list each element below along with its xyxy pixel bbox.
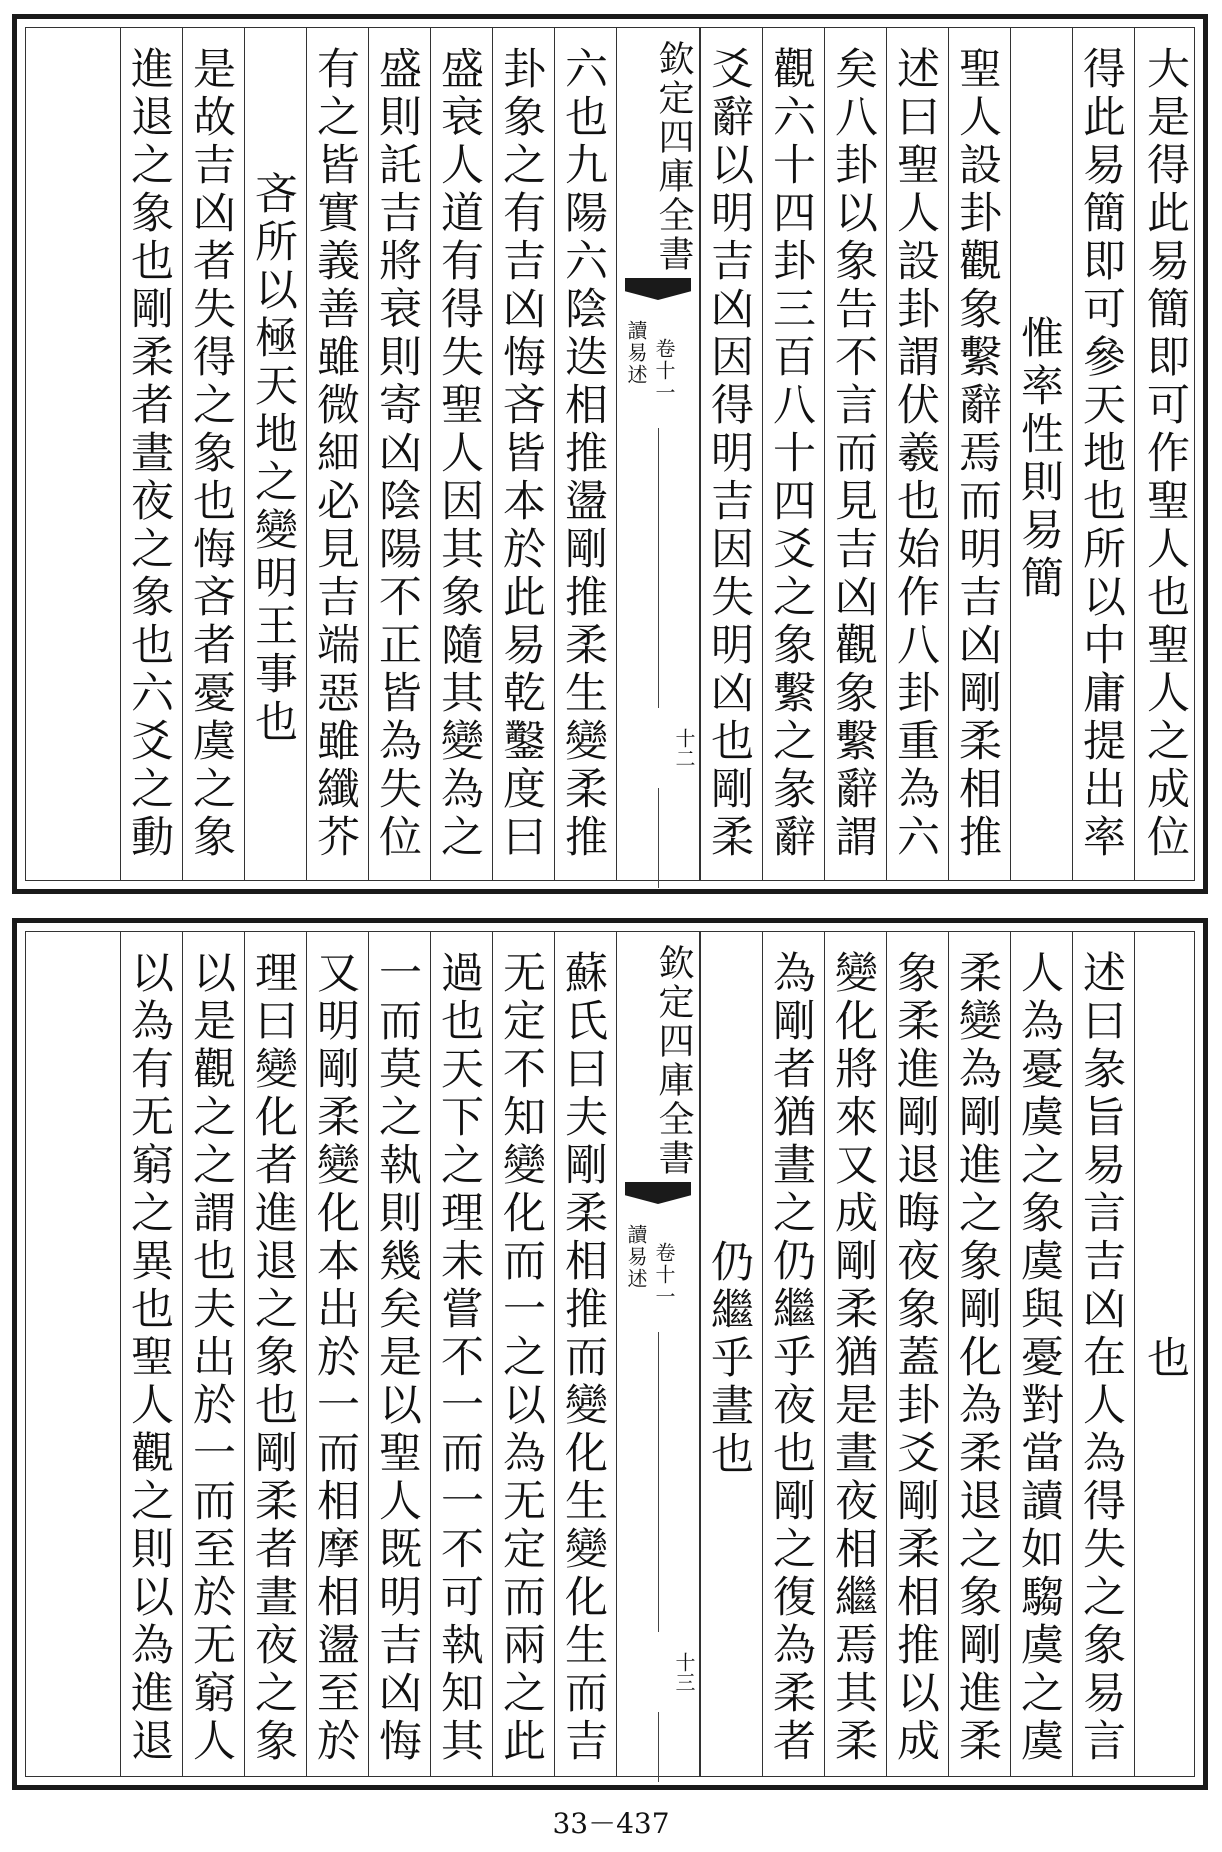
text-column [1010, 28, 1072, 880]
column-text: 人為憂虞之象虞與憂對當讀如騶虞之虞 [1014, 950, 1064, 1766]
text-column [306, 28, 368, 880]
column-text: 得此易簡即可參天地也所以中庸提出率 [1076, 46, 1126, 862]
column-text: 述曰聖人設卦謂伏羲也始作八卦重為六 [890, 46, 940, 862]
text-column [762, 932, 824, 1776]
top-page [12, 14, 1208, 894]
text-column [554, 932, 616, 1776]
column-text: 仍繼乎晝也 [704, 1239, 754, 1479]
text-column [492, 932, 554, 1776]
fish-tail-mark [625, 1182, 691, 1204]
text-column [824, 932, 886, 1776]
column-text: 理曰變化者進退之象也剛柔者晝夜之象 [248, 950, 298, 1766]
column-text: 為剛者猶晝之仍繼乎夜也剛之復為柔者 [766, 950, 816, 1766]
column-text: 以是觀之之謂也夫出於一而至於无窮人 [186, 950, 236, 1766]
juan-text: 卷十一 [652, 338, 676, 404]
folio-number: 33－437 [552, 1807, 670, 1840]
book-title-text: 讀易述 [624, 320, 648, 386]
text-column [182, 28, 244, 880]
page-number: 十三 [672, 1652, 696, 1692]
text-column [120, 28, 182, 880]
text-column [1072, 28, 1134, 880]
running-title: 欽定四庫全書 [653, 944, 694, 1178]
text-column [886, 932, 948, 1776]
column-text: 大是得此易簡即可作聖人也聖人之成位 [1140, 46, 1190, 862]
fold-line [658, 788, 659, 888]
text-column [824, 28, 886, 880]
text-column [368, 932, 430, 1776]
text-column [700, 28, 762, 880]
column-text: 變化將來又成剛柔猶是晝夜相繼焉其柔 [828, 950, 878, 1766]
text-column [1072, 932, 1134, 1776]
column-text: 聖人設卦觀象繫辭焉而明吉凶剛柔相推 [952, 46, 1002, 862]
fold-line [658, 1332, 659, 1632]
bottom-page-frame [25, 931, 1195, 1777]
book-title [623, 320, 649, 386]
text-column [368, 28, 430, 880]
bottom-page [12, 918, 1208, 1790]
column-text: 有之皆實義善雖微細必見吉端惡雖纖芥 [310, 46, 360, 862]
text-column [182, 932, 244, 1776]
column-text: 觀六十四卦三百八十四爻之象繫之彖辭 [766, 46, 816, 862]
column-text: 惟率性則易簡 [1014, 315, 1064, 603]
column-text: 述曰彖旨易言吉凶在人為得失之象易言 [1076, 950, 1126, 1766]
column-text: 卦象之有吉凶悔吝皆本於此易乾鑿度曰 [496, 46, 546, 862]
column-text: 无定不知變化而一之以為无定而兩之此 [496, 950, 546, 1766]
column-text: 盛衰人道有得失聖人因其象隨其變為之 [434, 46, 484, 862]
fold-line [658, 428, 659, 708]
text-column [948, 28, 1010, 880]
column-text: 過也天下之理未嘗不一而一不可執知其 [434, 950, 484, 1766]
column-text: 盛則託吉將衰則寄凶陰陽不正皆為失位 [372, 46, 422, 862]
text-column [430, 932, 492, 1776]
juan-label [651, 338, 677, 404]
column-text: 以為有无窮之異也聖人觀之則以為進退 [124, 950, 174, 1766]
book-title [623, 1224, 649, 1290]
text-column [1134, 932, 1198, 1776]
column-text: 是故吉凶者失得之象也悔吝者憂虞之象 [186, 46, 236, 862]
text-column [1134, 28, 1198, 880]
text-column [244, 932, 306, 1776]
juan-text: 卷十一 [652, 1242, 676, 1308]
text-column [120, 932, 182, 1776]
column-text: 矣八卦以象告不言而見吉凶觀象繫辭謂 [828, 46, 878, 862]
text-column [492, 28, 554, 880]
column-text: 一而莫之執則幾矣是以聖人既明吉凶悔 [372, 950, 422, 1766]
top-page-frame [25, 27, 1195, 881]
running-title: 欽定四庫全書 [653, 40, 694, 274]
text-column [700, 932, 762, 1776]
text-column [762, 28, 824, 880]
fold-line [658, 1712, 659, 1782]
text-column [1010, 932, 1072, 1776]
text-column [244, 28, 306, 880]
column-text: 進退之象也剛柔者晝夜之象也六爻之動 [124, 46, 174, 862]
text-column [948, 932, 1010, 1776]
book-title-text: 讀易述 [624, 1224, 648, 1290]
column-text: 吝所以極天地之變明王事也 [248, 171, 298, 747]
text-column [306, 932, 368, 1776]
column-text: 柔變為剛進之象剛化為柔退之象剛進柔 [952, 950, 1002, 1766]
text-column [430, 28, 492, 880]
text-column [554, 28, 616, 880]
column-text: 象柔進剛退晦夜象蓋卦爻剛柔相推以成 [890, 950, 940, 1766]
column-text: 蘇氏曰夫剛柔相推而變化生變化生而吉 [558, 950, 608, 1766]
fish-tail-mark [625, 278, 691, 300]
column-text: 爻辭以明吉凶因得明吉因失明凶也剛柔 [704, 46, 754, 862]
page-number: 十二 [672, 728, 696, 768]
juan-label [651, 1242, 677, 1308]
column-text: 也 [1140, 1335, 1190, 1383]
column-text: 六也九陽六陰迭相推盪剛推柔生變柔推 [558, 46, 608, 862]
center-fold [616, 932, 700, 1776]
center-fold [616, 28, 700, 880]
column-text: 又明剛柔變化本出於一而相摩相盪至於 [310, 950, 360, 1766]
text-column [886, 28, 948, 880]
